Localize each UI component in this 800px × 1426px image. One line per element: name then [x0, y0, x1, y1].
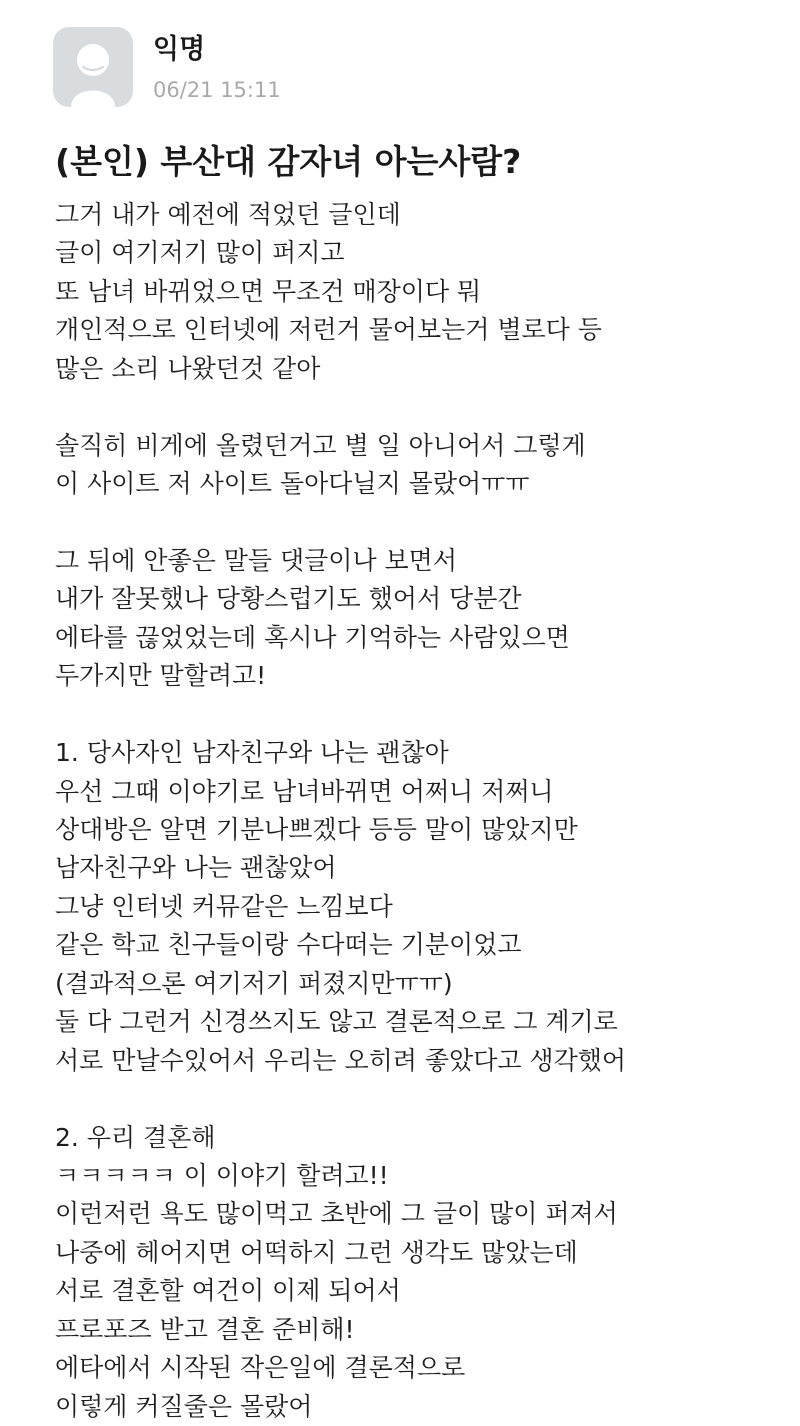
post-body-line [55, 388, 795, 426]
post-body-line [55, 696, 795, 734]
post-body-line: 프로포즈 받고 결혼 준비해! [55, 1314, 355, 1344]
post-body-line: 개인적으로 인터넷에 저런거 물어보는거 별로다 등 [55, 315, 602, 345]
post-body-line: 에타에서 시작된 작은일에 결론적으로 [55, 1353, 466, 1383]
post-body-line: 둘 다 그런거 신경쓰지도 않고 결론적으로 그 계기로 [55, 1007, 618, 1037]
post-timestamp: 06/21 15:11 [153, 78, 281, 102]
author-meta [153, 27, 281, 104]
post-body-line: 그거 내가 예전에 적었던 글인데 [55, 200, 401, 229]
post-body-line: 이 사이트 저 사이트 돌아다닐지 몰랐어ㅠㅠ [55, 469, 530, 499]
post-body-line [55, 1080, 795, 1118]
anonymous-user-icon [53, 27, 133, 107]
author-header [53, 27, 281, 109]
post-body-line: 많은 소리 나왔던것 같아 [55, 353, 321, 383]
post-body [55, 196, 795, 1426]
post-body-line: 그 뒤에 안좋은 말들 댓글이나 보면서 [55, 545, 457, 575]
author-name: 익명 [153, 34, 206, 65]
post-body-line: 또 남녀 바뀌었으면 무조건 매장이다 뭐 [55, 276, 482, 306]
post-body-line: 우선 그때 이야기로 남녀바뀌면 어쩌니 저쩌니 [55, 776, 554, 806]
post-body-line: 상대방은 알면 기분나쁘겠다 등등 말이 많았지만 [55, 815, 578, 844]
post-body-line: 서로 결혼할 여건이 이제 되어서 [55, 1276, 401, 1306]
post-body-line: 이렇게 커질줄은 몰랐어 [55, 1391, 313, 1421]
post-body-line: 에타를 끊었었는데 혹시나 기억하는 사람있으면 [55, 622, 570, 652]
post-body-line: 1. 당사자인 남자친구와 나는 괜찮아 [55, 738, 449, 768]
avatar[interactable] [53, 27, 133, 107]
post-body-line: 같은 학교 친구들이랑 수다떠는 기분이었고 [55, 930, 522, 960]
post-body-line: 남자친구와 나는 괜찮았어 [55, 853, 337, 883]
post-body-line: 글이 여기저기 많이 퍼지고 [55, 238, 345, 268]
post-body-line: 두가지만 말할려고! [55, 661, 267, 691]
post-body-line: 나중에 헤어지면 어떡하지 그런 생각도 많았는데 [55, 1237, 578, 1267]
post-body-line: 솔직히 비게에 올렸던거고 별 일 아니어서 그렇게 [55, 430, 586, 460]
post-title: (본인) 부산대 감자녀 아는사람? [55, 142, 522, 181]
post-body-line: 서로 만날수있어서 우리는 오히려 좋았다고 생각했어 [55, 1045, 627, 1075]
post-body-line: 내가 잘못했나 당황스럽기도 했어서 당분간 [55, 584, 522, 614]
post-body-line: 2. 우리 결혼해 [55, 1122, 216, 1152]
post-body-line: 그냥 인터넷 커뮤같은 느낌보다 [55, 891, 393, 921]
post-body-line [55, 504, 795, 542]
post-body-line: ㅋㅋㅋㅋㅋ 이 이야기 할려고!! [55, 1160, 389, 1190]
post-body-line: (결과적으론 여기저기 퍼졌지만ㅠㅠ) [55, 968, 453, 998]
post-body-line: 이런저런 욕도 많이먹고 초반에 그 글이 많이 퍼져서 [55, 1199, 618, 1229]
